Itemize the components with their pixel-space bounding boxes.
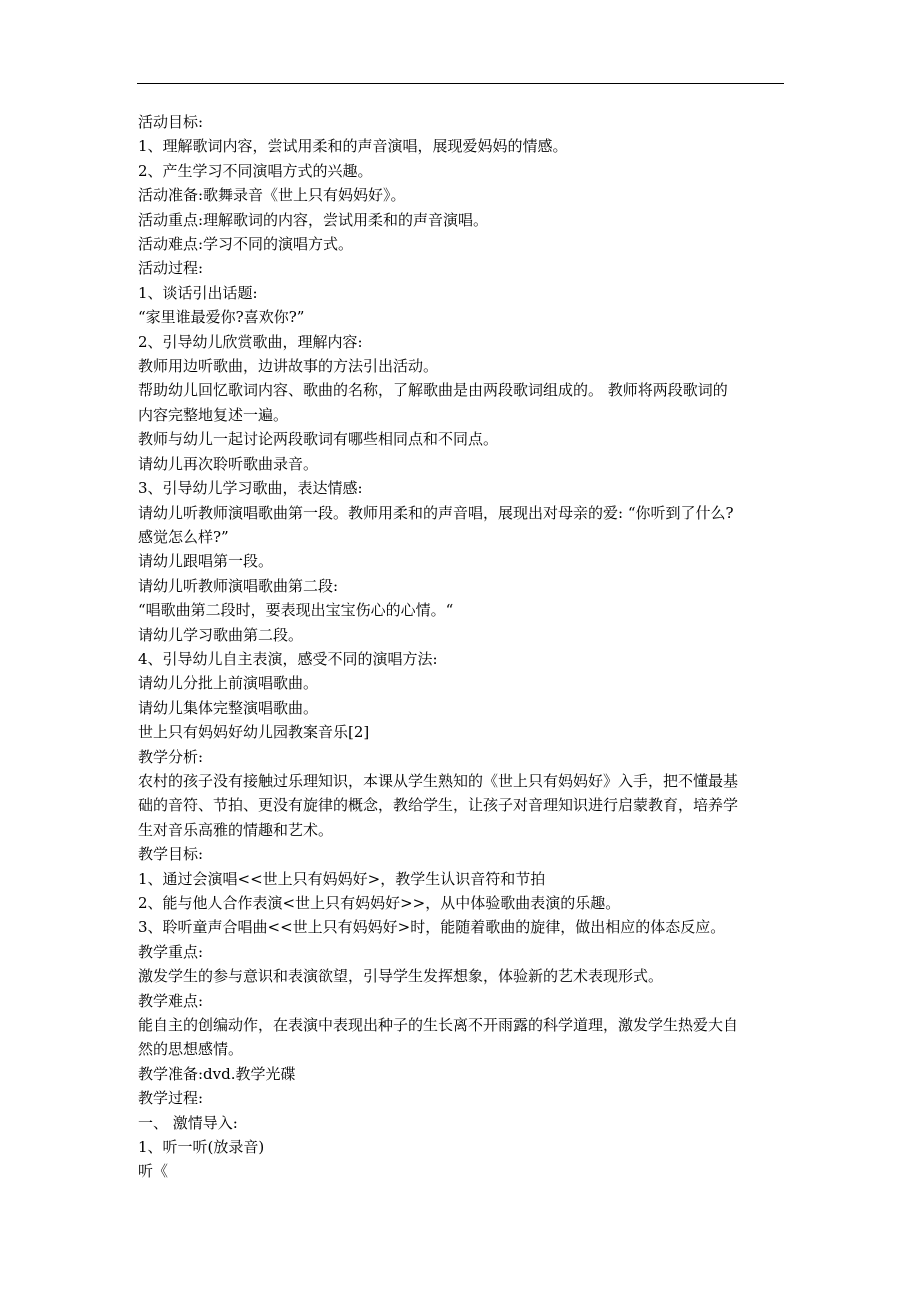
text-line: “家里谁最爱你?喜欢你?” (138, 308, 305, 327)
section-heading-teaching-goals: 教学目标: (138, 845, 204, 864)
goal-item-2: 2、产生学习不同演唱方式的兴趣。 (138, 161, 373, 180)
activity-key-point: 活动重点:理解歌词的内容，尝试用柔和的声音演唱。 (138, 210, 489, 229)
text-line: 能自主的创编动作，在表演中表现出种子的生长离不开雨露的科学道理，激发学生热爱大自 (138, 1016, 739, 1035)
teaching-preparation: 教学准备:dvd.教学光碟 (138, 1064, 296, 1083)
text-line: 听《 (138, 1162, 169, 1181)
text-line: 1、听一听(放录音) (138, 1138, 265, 1157)
text-line: 请幼儿学习歌曲第二段。 (138, 625, 304, 644)
section-heading-activity-goals: 活动目标: (138, 113, 204, 131)
activity-difficulty: 活动难点:学习不同的演唱方式。 (138, 235, 354, 254)
section-heading-teaching-key-point: 教学重点: (138, 942, 204, 961)
process-step-4: 4、引导幼儿自主表演，感受不同的演唱方法: (138, 649, 438, 668)
process-step-3: 3、引导幼儿学习歌曲，表达情感: (138, 479, 363, 498)
section-heading-teaching-process: 教学过程: (138, 1089, 204, 1108)
text-line: 内容完整地复述一遍。 (138, 405, 289, 424)
text-line: 农村的孩子没有接触过乐理知识，本课从学生熟知的《世上只有妈妈好》入手，把不懂最基 (138, 771, 739, 790)
text-line: 请幼儿听教师演唱歌曲第一段。教师用柔和的声音唱，展现出对母亲的爱: “你听到了什么? (138, 503, 734, 522)
activity-preparation: 活动准备:歌舞录音《世上只有妈妈好》。 (138, 186, 406, 205)
text-line: 生对音乐高雅的情趣和艺术。 (138, 820, 334, 839)
document-body (138, 110, 786, 1184)
goal-item-1: 1、理解歌词内容，尝试用柔和的声音演唱，展现爱妈妈的情感。 (138, 137, 568, 156)
text-line: 础的音符、节拍、更没有旋律的概念，教给学生，让孩子对音理知识进行启蒙教育，培养学 (138, 796, 739, 815)
text-line: 帮助幼儿回忆歌词内容、歌曲的名称，了解歌曲是由两段歌词组成的。 教师将两段歌词的 (138, 381, 728, 400)
lesson-title-2: 世上只有妈妈好幼儿园教案音乐[2] (138, 723, 370, 742)
text-line: 激发学生的参与意识和表演欲望，引导学生发挥想象，体验新的艺术表现形式。 (138, 967, 664, 986)
text-line: 请幼儿集体完整演唱歌曲。 (138, 698, 319, 717)
text-line: 感觉怎么样?” (138, 527, 229, 546)
section-heading-teaching-difficulty: 教学难点: (138, 991, 204, 1010)
text-line: 请幼儿跟唱第一段。 (138, 552, 274, 571)
teaching-goal-2: 2、能与他人合作表演<世上只有妈妈好>>，从中体验歌曲表演的乐趣。 (138, 894, 621, 912)
teaching-goal-3: 3、聆听童声合唱曲<<世上只有妈妈好>时，能随着歌曲的旋律，做出相应的体态反应。 (138, 918, 726, 937)
text-line: 教师用边听歌曲，边讲故事的方法引出活动。 (138, 357, 439, 376)
process-step-2: 2、引导幼儿欣赏歌曲，理解内容: (138, 332, 363, 351)
section-heading-activity-process: 活动过程: (138, 259, 204, 278)
process-part-1: 一、 激情导入: (138, 1113, 238, 1132)
text-line: 然的思想感情。 (138, 1040, 244, 1059)
header-rule (137, 83, 784, 84)
text-line: 教师与幼儿一起讨论两段歌词有哪些相同点和不同点。 (138, 430, 499, 449)
process-step-1: 1、谈话引出话题: (138, 283, 258, 302)
text-line: “唱歌曲第二段时，要表现出宝宝伤心的心情。“ (138, 601, 454, 620)
text-line: 请幼儿再次聆听歌曲录音。 (138, 454, 319, 473)
teaching-goal-1: 1、通过会演唱<<世上只有妈妈好>，教学生认识音符和节拍 (138, 869, 546, 888)
text-line: 请幼儿分批上前演唱歌曲。 (138, 674, 319, 693)
section-heading-teaching-analysis: 教学分析: (138, 747, 204, 766)
text-line: 请幼儿听教师演唱歌曲第二段: (138, 576, 339, 595)
